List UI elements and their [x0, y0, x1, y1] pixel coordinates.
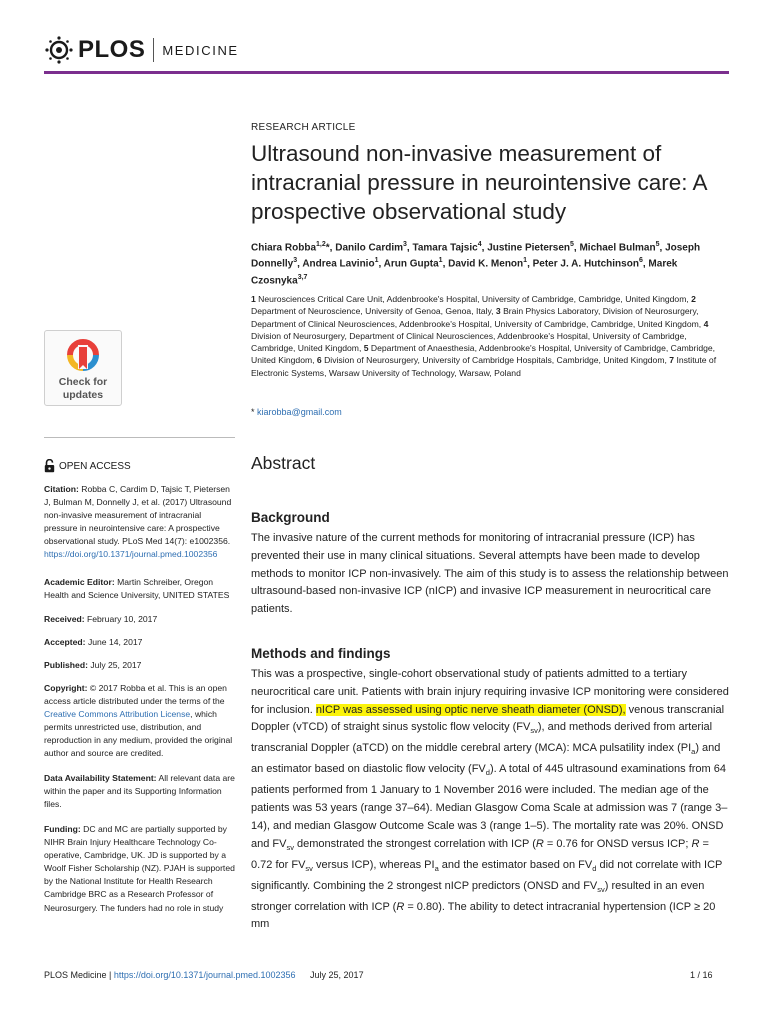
methods-paragraph: This was a prospective, single-cohort observational study of patients admitted to a tertiary neurocritical care unit. Patients with brain injury requiring invasive ICP monitoring were considered for inclusion. nICP was assessed using optic nerve sheath diameter (ONSD), venous transcranial Doppler (vTCD) of straight sinus systolic flow velocity $(FV_{sv})$, and methods derived from arterial transcranial Doppler (aTCD) on the middle cerebral artery (MCA): MCA pulsatility index $(PI_a)$ and an estimator based on diastolic flow velocity $(FV_d)$. A total of 445 ultrasound examinations from 64 patients performed from 1 January to 1 November 2016 were included. The median age of the patients was 53 years (range 37–64). Median Glasgow Coma Scale at admission was 7 (range 3–14), and median Glasgow Outcome Scale was 3 (range 1–5). The mortality rate was 20%. ONSD and $FV_{sv}$ demonstrated the strongest correlation with ICP (R = 0.76 for ONSD versus ICP; R = 0.72 for $FV_{sv}$ versus ICP), whereas $PI_a$ and the estimator based on $FV_d$ did not correlate with ICP significantly. Combining the 2 strongest nICP predictors (ONSD and $FV_{sv}$) resulted in an even stronger correlation with ICP (R = 0.80). The ability to detect intracranial hypertension (ICP ≥ 20 mm	[251, 668, 729, 931]
footer-date: July 25, 2017	[310, 970, 364, 980]
data-availability-block	[44, 772, 236, 811]
email-link[interactable]: kiarobba@gmail.com	[257, 407, 342, 417]
author-affiliation-sup: 3,7	[297, 273, 308, 281]
author-name: Joseph Donnelly	[251, 242, 701, 270]
affiliation-number: 4	[703, 318, 709, 329]
article-type: RESEARCH ARTICLE	[251, 122, 356, 133]
affiliation-number: 3	[495, 306, 504, 317]
corresponding-email	[251, 407, 733, 417]
accepted-date: June 14, 2017	[87, 637, 143, 647]
affiliation-text: Department of Neuroscience, University of Genoa, Genoa, Italy,	[251, 306, 496, 317]
check-updates-line2: updates	[62, 389, 104, 401]
citation-block	[44, 483, 236, 562]
open-access-text: OPEN ACCESS	[59, 460, 131, 472]
footer-journal: PLOS Medicine |	[44, 970, 114, 980]
open-access-label	[44, 459, 131, 473]
affiliation-text: Institute of Electronic Systems, Warsaw University of Technology, Warsaw, Poland	[251, 355, 717, 378]
published-date: July 25, 2017	[90, 660, 142, 670]
check-updates-line1: Check for	[58, 376, 108, 388]
affiliation-number: 5	[363, 343, 371, 354]
background-paragraph: The invasive nature of the current methods for monitoring of intracranial pressure (ICP) has prevented their use in many clinical situations. Several attempts have been made to develop methods to monitor ICP non-invasively. The aim of this study is to assess the relationship between ultrasound-based non-invasive ICP (nICP) and invasive ICP measurement in neurocritical care patients.	[251, 532, 729, 616]
affiliation-text: Department of Anaesthesia, Addenbrooke's Hospital, University of Cambridge, Cambridge, United Kingdom,	[251, 343, 716, 366]
author-affiliation-sup: 1	[523, 257, 528, 265]
author-affiliation-sup: 1,2	[316, 241, 326, 248]
affiliation-text: Division of Neurosurgery, Department of Clinical Neurosciences, Addenbrooke's Hospital, University of Cambridge, Cambridge, United Kingdom,	[251, 330, 687, 354]
author-affiliation-sup: 3	[403, 241, 407, 248]
affiliation-number: 2	[691, 294, 696, 304]
author-name: Michael Bulman	[579, 242, 656, 254]
received-date: February 10, 2017	[87, 614, 158, 624]
affiliation-number: 1	[251, 294, 259, 304]
highlighted-text: nICP was assessed using optic nerve sheath diameter (ONSD),	[315, 703, 626, 716]
published-label: Published:	[44, 660, 88, 670]
received-label: Received:	[44, 614, 85, 624]
journal-name: MEDICINE	[162, 42, 239, 58]
plos-logo-icon	[44, 35, 74, 65]
header-rule	[44, 71, 729, 74]
funding-label: Funding:	[44, 824, 81, 834]
logo-text: PLOS	[78, 36, 146, 63]
author-name: Justine Pietersen	[487, 242, 570, 254]
author-affiliation-sup: 6	[638, 257, 643, 265]
author-affiliation-sup: 4	[477, 241, 482, 248]
copyright-text: © 2017 Robba et al. This is an open access article distributed under the terms of the	[44, 683, 227, 707]
author-affiliation-sup: 1	[374, 257, 379, 265]
affiliation-text: Brain Physics Laboratory, Division of Neurosurgery, Department of Clinical Neurosciences, Addenbrooke's Hospital, University of Cambridge, Cambridge, United Kingdom,	[251, 306, 704, 329]
accepted-block	[44, 636, 236, 649]
author-name: Marek Czosnyka	[251, 258, 678, 286]
abstract-heading: Abstract	[251, 453, 316, 473]
logo-divider	[153, 38, 154, 62]
affiliation-number: 6	[316, 355, 325, 366]
affiliation-text: Division of Neurosurgery, University of Cambridge Hospitals, Cambridge, United Kingdom,	[324, 355, 670, 366]
author-name: Chiara Robba	[251, 242, 317, 254]
funding-text: DC and MC are partially supported by NIHR Brain Injury Healthcare Technology Co-operative, Cambridge, UK. JD is supported by a Woolf Fisher Scholarship (NZ). PJAH is supported by the National Institute for Health Research Cambridge BRC as a Research Professor of Neurosurgery. The funders had no role in study	[44, 824, 235, 913]
citation-label: Citation:	[44, 484, 79, 494]
author-affiliation-sup: 5	[570, 241, 574, 248]
page-number: 1 / 16	[690, 970, 713, 980]
plos-logo[interactable]	[44, 34, 239, 66]
citation-doi-link[interactable]: https://doi.org/10.1371/journal.pmed.1002356	[44, 549, 218, 560]
page-footer	[44, 970, 364, 980]
author-name: Peter J. A. Hutchinson	[532, 258, 639, 270]
affiliation-number: 7	[669, 355, 677, 366]
author-name: Tamara Tajsic	[412, 242, 478, 254]
academic-editor-block	[44, 576, 236, 602]
article-title: Ultrasound non-invasive measurement of intracranial pressure in neurointensive care: A prospective observational study	[251, 141, 707, 224]
affiliation-text: Neurosciences Critical Care Unit, Addenbrooke's Hospital, University of Cambridge, Cambridge, United Kingdom,	[258, 294, 692, 304]
copyright-text-rest: , which permits unrestricted use, distribution, and reproduction in any medium, provided the original author and source are credited.	[44, 709, 233, 759]
footer-doi-link[interactable]: https://doi.org/10.1371/journal.pmed.1002356	[113, 970, 296, 980]
copyright-block	[44, 682, 236, 761]
data-availability-label: Data Availability Statement:	[44, 773, 157, 783]
check-for-updates-badge[interactable]	[44, 330, 122, 406]
author-name: David K. Menon	[448, 258, 524, 270]
sidebar-divider	[44, 437, 235, 438]
citation-text: Robba C, Cardim D, Tajsic T, Pietersen J, Bulman M, Donnelly J, et al. (2017) Ultrasound non-invasive measurement of intracranial pressure in neurointensive care: A prospective observational study. PLoS Med 14(7): e1002356.	[44, 484, 232, 547]
published-block	[44, 659, 236, 672]
academic-editor-label: Academic Editor:	[44, 577, 115, 587]
email-star: *	[251, 407, 255, 417]
author-affiliation-sup: 1	[438, 257, 443, 265]
academic-editor-text: Martin Schreiber, Oregon Health and Science University, UNITED STATES	[44, 577, 230, 601]
received-block	[44, 613, 236, 626]
author-affiliation-sup: 5	[655, 241, 660, 248]
copyright-label: Copyright:	[44, 683, 88, 693]
methods-heading: Methods and findings	[251, 646, 391, 661]
background-heading: Background	[251, 510, 330, 525]
check-updates-icon	[66, 339, 100, 375]
author-name: Danilo Cardim	[335, 242, 404, 254]
accepted-label: Accepted:	[44, 637, 86, 647]
data-availability-text: All relevant data are within the paper and its Supporting Information files.	[44, 773, 235, 810]
funding-block	[44, 823, 236, 915]
author-affiliation-sup: 3	[293, 257, 298, 265]
author-name: Arun Gupta	[383, 258, 439, 270]
cc-license-link[interactable]: Creative Commons Attribution License	[44, 709, 191, 720]
affiliation-list	[251, 293, 733, 379]
author-list: Chiara Robba$^{1,2}$*, Danilo Cardim$^3$, Tamara Tajsic$^4$, Justine Pietersen$^5$, Michael Bulman$^5$, Joseph Donnelly$^3$, Andrea Lavinio$^1$, Arun Gupta$^1$, David K. Menon$^1$, Peter J. A. Hutchinson$^6$, Marek Czosnyka$^{3,7}$	[251, 241, 701, 286]
author-name: Andrea Lavinio	[302, 258, 375, 270]
open-lock-icon	[44, 459, 55, 473]
